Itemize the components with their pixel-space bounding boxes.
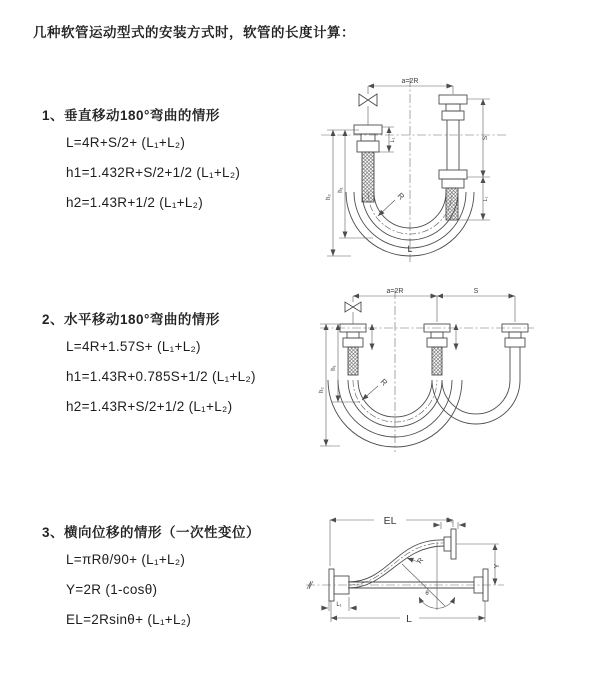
flange bbox=[439, 95, 467, 104]
hose-curve bbox=[348, 540, 444, 582]
pipe-body bbox=[510, 347, 520, 380]
flange bbox=[442, 179, 464, 188]
ext-line bbox=[437, 296, 515, 322]
braided-hose-section bbox=[432, 347, 442, 375]
diagram-vertical-180-bend bbox=[315, 70, 580, 265]
dim-label-a2r: a=2R bbox=[386, 288, 404, 295]
dim-label-s: S bbox=[473, 288, 479, 295]
section-3-formula-y: Y=2R (1-cosθ) bbox=[66, 582, 158, 597]
flange bbox=[451, 529, 456, 559]
hose-centerline-curve bbox=[348, 543, 444, 585]
hose-arc-shifted bbox=[432, 380, 520, 424]
dim-label-h1: h₁ bbox=[331, 365, 337, 371]
flange bbox=[357, 141, 379, 152]
leader-line-r bbox=[362, 386, 378, 400]
section-2-heading: 2、水平移动180°弯曲的情形 bbox=[42, 312, 220, 327]
flange-neck bbox=[431, 332, 443, 338]
dim-label-s: S bbox=[482, 135, 489, 141]
section-1-formula-h2: h2=1.43R+1/2 (L₁+L₂) bbox=[66, 195, 204, 210]
dim-label-a2r: a=2R bbox=[401, 78, 419, 85]
leader-line-r bbox=[378, 200, 395, 216]
section-1-formula-h1: h1=1.432R+S/2+1/2 (L₁+L₂) bbox=[66, 165, 241, 180]
page-title: 几种软管运动型式的安装方式时，软管的长度计算： bbox=[33, 25, 355, 40]
flange bbox=[427, 338, 447, 347]
flange bbox=[354, 125, 382, 134]
dim-label-l1: L₁ bbox=[390, 137, 396, 143]
dim-label-y: Y bbox=[494, 563, 501, 569]
dim-label-el: EL bbox=[383, 515, 397, 527]
flange-neck bbox=[347, 332, 359, 338]
valve-icon bbox=[359, 94, 377, 106]
dim-label-h2: h₂ bbox=[326, 194, 332, 200]
radius-label-r: R bbox=[416, 556, 426, 566]
hose-arc bbox=[362, 192, 458, 240]
section-1-formula-l: L=4R+S/2+ (L₁+L₂) bbox=[66, 135, 186, 150]
flange bbox=[439, 170, 467, 179]
section-2-formula-h2: h2=1.43R+S/2+1/2 (L₁+L₂) bbox=[66, 399, 233, 414]
flange bbox=[343, 338, 363, 347]
valve-icon bbox=[345, 302, 361, 312]
flange bbox=[505, 338, 525, 347]
section-2-formula-l: L=4R+1.57S+ (L₁+L₂) bbox=[66, 339, 201, 354]
dim-label-h1: h₁ bbox=[338, 187, 344, 193]
radius-label-r: R bbox=[395, 191, 406, 202]
dim-label-l1: L₁ bbox=[447, 518, 453, 524]
section-3-heading: 3、横向位移的情形（一次性变位） bbox=[42, 525, 261, 540]
section-2-formula-h1: h1=1.43R+0.785S+1/2 (L₁+L₂) bbox=[66, 369, 256, 384]
pipe-body bbox=[447, 120, 459, 170]
dim-label-l: L bbox=[407, 244, 413, 254]
fitting-block bbox=[444, 537, 451, 551]
angle-label-theta: θ bbox=[425, 591, 429, 597]
diagram-lateral-displacement bbox=[298, 496, 600, 648]
section-3-formula-l: L=πRθ/90+ (L₁+L₂) bbox=[66, 552, 186, 567]
diagram-horizontal-180-bend bbox=[312, 280, 600, 462]
flange-neck bbox=[446, 104, 460, 111]
dim-label-h2: h₂ bbox=[319, 387, 325, 393]
flange-neck bbox=[509, 332, 521, 338]
flange bbox=[442, 111, 464, 120]
section-1-heading: 1、垂直移动180°弯曲的情形 bbox=[42, 108, 220, 123]
dim-label-l1: L₁ bbox=[336, 602, 342, 608]
radius-label-r: R bbox=[378, 377, 389, 388]
dim-label-l1: L₁ bbox=[483, 196, 489, 202]
braided-hose-section bbox=[348, 347, 358, 375]
section-3-formula-el: EL=2Rsinθ+ (L₁+L₂) bbox=[66, 612, 192, 627]
dim-label-l: L bbox=[406, 613, 412, 625]
